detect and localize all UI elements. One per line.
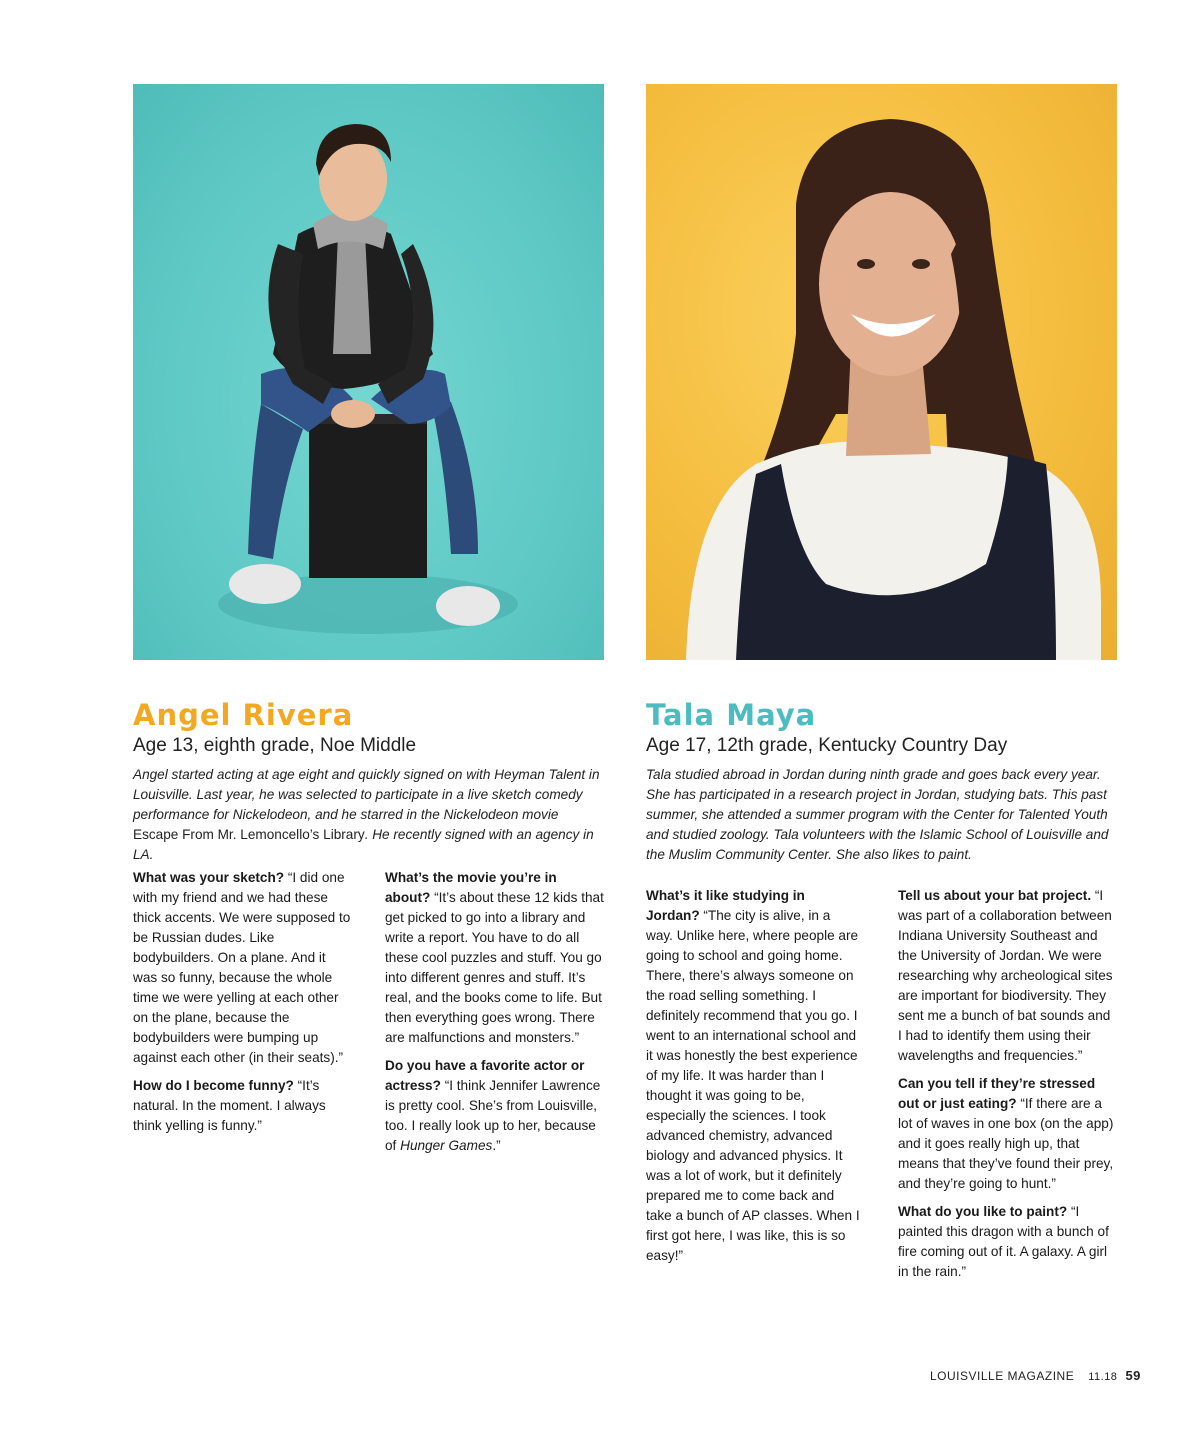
film-title: Hunger Games — [400, 1138, 493, 1153]
page-number: 59 — [1125, 1368, 1141, 1383]
qa-answer: “The city is alive, in a way. Unlike here, where people are going to school and going home. There, there’s always someone on the road selling something. I definitely recommend that you go. I went to an international school and it was honestly the best experience of my life. It was harder than I thought it was going to be, especially the sciences. I took advanced chemistry, advanced biology and advanced physics. It was a lot of work, but it definitely prepared me to come back and take a bunch of AP classes. When I first got here, I was like, this is so easy!” — [646, 908, 860, 1263]
qa-question: What’s the movie you’re in about? — [385, 870, 557, 905]
qa-item — [898, 886, 1116, 1066]
qa-question: What’s it like studying in Jordan? — [646, 888, 805, 923]
magazine-name: LOUISVILLE MAGAZINE — [930, 1369, 1075, 1383]
qa-item — [133, 868, 353, 1068]
qa-answer: “If there are a lot of waves in one box (on the app) and it goes really high up, that means that they’ve found their prey, and they’re going to hunt.” — [898, 1096, 1114, 1191]
qa-question: What was your sketch? — [133, 870, 285, 885]
profile-subtitle-angel: Age 13, eighth grade, Noe Middle — [133, 735, 417, 756]
tala-qa-column-1 — [646, 886, 861, 1274]
qa-item — [133, 1076, 353, 1136]
qa-answer: “I painted this dragon with a bunch of fire coming out of it. A galaxy. A girl in the rain.” — [898, 1204, 1109, 1279]
qa-item: Do you have a favorite actor or actress? “I think Jennifer Lawrence is pretty cool. She’s from Louisville, too. I really look up to her, because of Hunger Games.” — [385, 1058, 601, 1153]
qa-answer: “I was part of a collaboration between Indiana University Southeast and the University of Jordan. We were researching why archeological sites are important for biodiversity. They sent me a bunch of bat sounds and I had to identify them using their wavelengths and frequencies.” — [898, 888, 1113, 1063]
qa-item — [898, 1202, 1116, 1282]
tala-maya-photo — [646, 84, 1117, 660]
qa-question: Tell us about your bat project. — [898, 888, 1092, 903]
profile-intro-tala: Tala studied abroad in Jordan during ninth grade and goes back every year. She has participated in a research project in Jordan, studying bats. This past summer, she attended a summer program with the Center for Talented Youth and studied zoology. Tala volunteers with the Islamic School of Louisville and the Muslim Community Center. She also likes to paint. — [646, 767, 1109, 862]
angel-portrait-illustration — [133, 84, 604, 660]
movie-title: Escape From Mr. Lemoncello’s Library — [133, 827, 365, 842]
angel-qa-column-1 — [133, 868, 353, 1144]
qa-answer: “It’s about these 12 kids that get picked to go into a library and write a report. You have to do all these cool puzzles and stuff. You go into different genres and stuff. It’s real, and the books come to life. But then everything goes wrong. There are malfunctions and monsters.” — [385, 890, 604, 1045]
qa-item — [385, 868, 605, 1048]
qa-answer: “I did one with my friend and we had these thick accents. We were supposed to be Russian dudes. Like bodybuilders. On a plane. And it was so funny, because the whole time we were yelling at each other on the plane, because the bodybuilders were bumping up against each other (in their seats).” — [133, 870, 351, 1065]
qa-question: Can you tell if they’re stressed out or just eating? — [898, 1076, 1096, 1111]
angel-rivera-photo — [133, 84, 604, 660]
issue-date: 11.18 — [1088, 1371, 1118, 1383]
qa-item — [646, 886, 861, 1266]
qa-question: What do you like to paint? — [898, 1204, 1068, 1219]
profile-subtitle-tala: Age 17, 12th grade, Kentucky Country Day — [646, 735, 1008, 756]
angel-qa-column-2 — [385, 868, 605, 1164]
qa-question: How do I become funny? — [133, 1078, 294, 1093]
profile-name-angel: Angel Rivera — [133, 698, 354, 732]
page-footer — [930, 1368, 1141, 1383]
profile-intro-angel: Angel started acting at age eight and quickly signed on with Heyman Talent in Louisville. Last year, he was selected to participate in a live sketch comedy performance for Nickelodeon, and he starred in the Nickelodeon movie Escape From Mr. Lemoncello’s Library. He recently signed with an agency in LA. — [133, 767, 600, 862]
qa-item — [898, 1074, 1116, 1194]
tala-qa-column-2 — [898, 886, 1116, 1290]
qa-answer: “I think Jennifer Lawrence is pretty cool. She’s from Louisville, too. I really look up to her, because of — [385, 1078, 601, 1153]
profile-name-tala: Tala Maya — [646, 698, 817, 732]
tala-portrait-illustration — [646, 84, 1117, 660]
qa-question: Do you have a favorite actor or actress? — [385, 1058, 585, 1093]
qa-answer: “It’s natural. In the moment. I always think yelling is funny.” — [133, 1078, 326, 1133]
